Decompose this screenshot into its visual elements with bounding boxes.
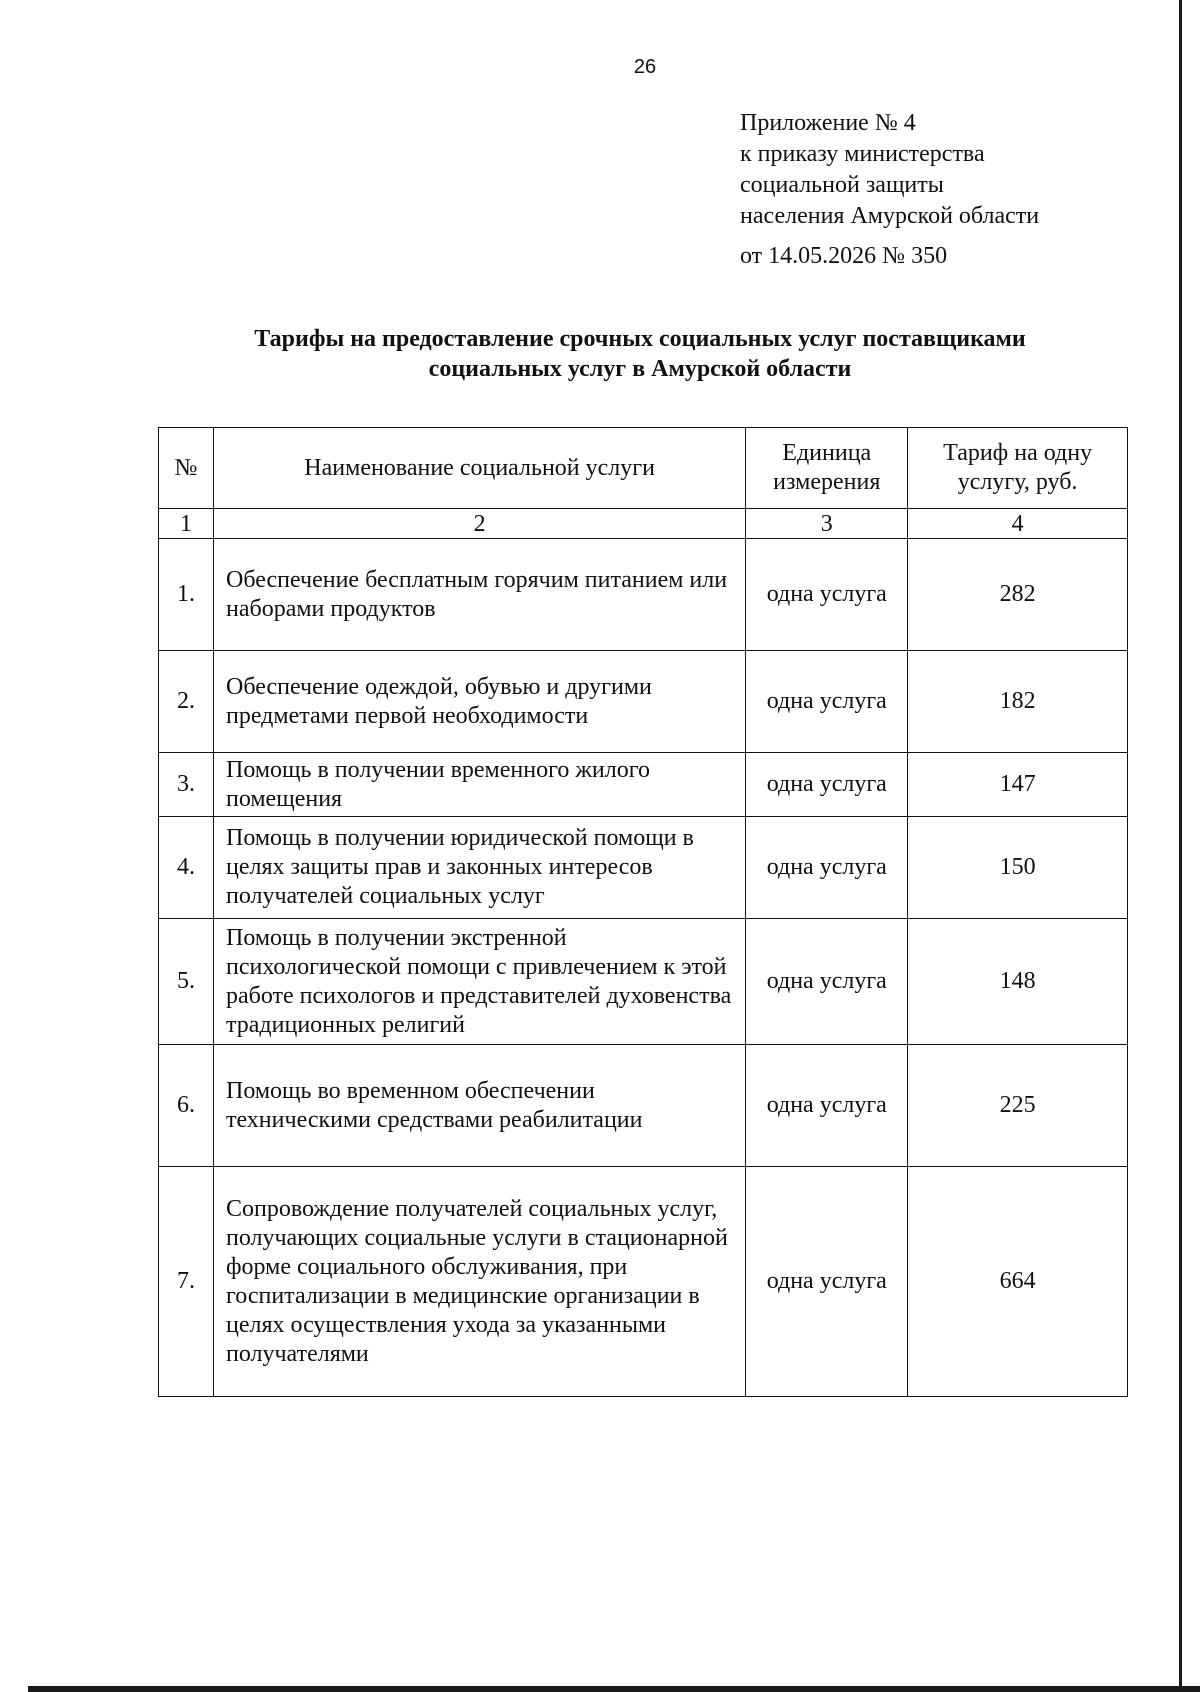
service-name: Помощь в получении экстренной психологической помощи с привлечением к этой работе психологов и представителей духовенства традиционных религий [213,919,745,1045]
unit: одна услуга [746,1167,908,1397]
unit: одна услуга [746,539,908,651]
tariff: 225 [908,1045,1128,1167]
row-number: 2. [159,651,214,753]
table-header-row [159,428,1128,509]
header-unit: Единица измерения [746,428,908,509]
service-name: Обеспечение одеждой, обувью и другими предметами первой необходимости [213,651,745,753]
column-number: 2 [213,509,745,539]
table-row [159,919,1128,1045]
service-name: Помощь в получении юридической помощи в целях защиты прав и законных интересов получателей социальных услуг [213,817,745,919]
unit: одна услуга [746,817,908,919]
column-number: 3 [746,509,908,539]
header-service-name: Наименование социальной услуги [213,428,745,509]
row-number: 7. [159,1167,214,1397]
column-number: 4 [908,509,1128,539]
service-name: Помощь во временном обеспечении техническими средствами реабилитации [213,1045,745,1167]
table-row [159,1045,1128,1167]
row-number: 1. [159,539,214,651]
row-number: 6. [159,1045,214,1167]
unit: одна услуга [746,651,908,753]
document-title [160,324,1120,384]
unit: одна услуга [746,1045,908,1167]
unit: одна услуга [746,919,908,1045]
tariff: 282 [908,539,1128,651]
tariff: 147 [908,753,1128,817]
order-date-number: от 14.05.2026 № 350 [740,243,948,269]
service-name: Обеспечение бесплатным горячим питанием или наборами продуктов [213,539,745,651]
page-number: 26 [633,56,657,78]
table-row [159,753,1128,817]
appendix-block [740,108,1039,272]
table-row [159,1167,1128,1397]
appendix-line: к приказу министерства [740,141,985,167]
title-line: Тарифы на предоставление срочных социальных услуг поставщиками [254,326,1026,352]
appendix-line: социальной защиты [740,172,944,198]
table-row [159,651,1128,753]
row-number: 5. [159,919,214,1045]
column-number: 1 [159,509,214,539]
header-number: № [159,428,214,509]
service-name: Помощь в получении временного жилого помещения [213,753,745,817]
row-number: 3. [159,753,214,817]
header-tariff: Тариф на одну услугу, руб. [908,428,1128,509]
table-row [159,817,1128,919]
table-row [159,539,1128,651]
appendix-line: Приложение № 4 [740,110,916,136]
appendix-line: населения Амурской области [740,203,1040,229]
tariff: 664 [908,1167,1128,1397]
scan-border-bottom [28,1686,1200,1692]
service-name: Сопровождение получателей социальных услуг, получающих социальные услуги в стационарной форме социального обслуживания, при госпитализации в медицинские организации в целях осуществления ухода за указанными получателями [213,1167,745,1397]
title-line: социальных услуг в Амурской области [428,356,852,382]
tariffs-table [158,427,1128,1397]
row-number: 4. [159,817,214,919]
column-number-row [159,509,1128,539]
scan-border-right [1179,0,1182,1692]
tariff: 148 [908,919,1128,1045]
tariff: 182 [908,651,1128,753]
tariff: 150 [908,817,1128,919]
unit: одна услуга [746,753,908,817]
